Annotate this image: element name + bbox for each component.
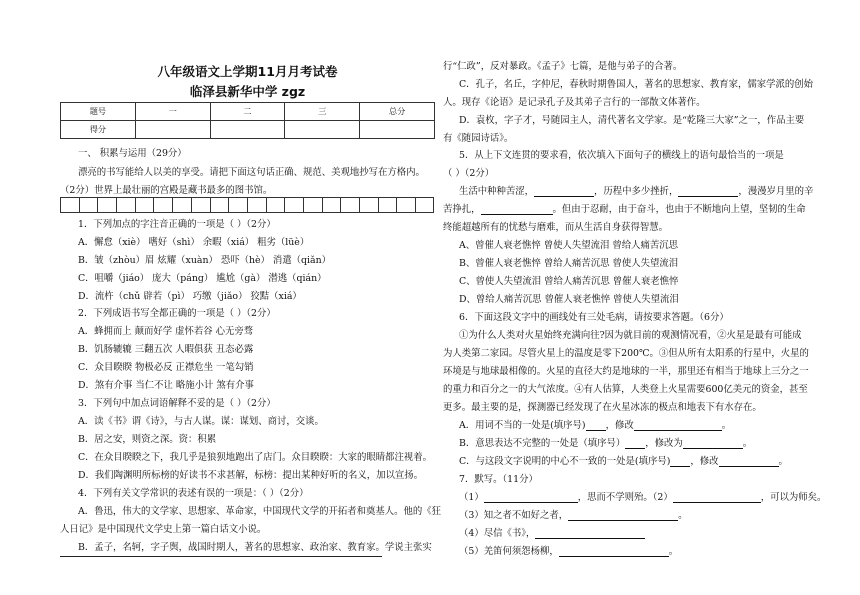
exam-title: 八年级语文上学期11月月考试卷	[157, 64, 338, 79]
section-heading: 一、 积累与运用（29分）	[78, 148, 187, 159]
answer-line: B．意思表达不完整的一处是（填序号） ，修改为 。	[459, 438, 753, 449]
score-cell[interactable]	[360, 121, 435, 139]
answer-line: A．用词不当的一处是(填序号) ，修改 。	[459, 420, 732, 431]
score-header-cell: 题号	[61, 103, 136, 121]
text-line: 人。现存《论语》是记录孔子及其弟子言行的一部散文体著作。	[443, 97, 706, 108]
answer-blank[interactable]	[625, 438, 645, 449]
passage-line: ①为什么人类对火星始终充满向往?因为就目前的观测情况看，②火星是最有可能成	[459, 330, 802, 341]
question-1: 1．下列加点的字注音正确的一项是（ ）（2分）	[78, 219, 276, 230]
option-line: B．皱（zhòu）眉 炫耀（xuàn） 恐吓（hè） 消遣（qiǎn）	[78, 255, 332, 266]
passage-line: 为人类第二家园。尽管火星上的温度是零下200℃。③但从所有太阳系的行星中，火星的	[443, 348, 809, 359]
option-line: D、曾给人痛苦沉思 曾催人衰老憔悴 曾使人失望流泪	[459, 294, 679, 305]
answer-blank[interactable]	[670, 456, 690, 467]
fill-line: 苦挣扎， 。但由于忍耐，由于奋斗，也由于不断地向上望，坚韧的生命	[443, 204, 806, 215]
option-line: A．懈怠（xiè） 嗜好（shì） 余暇（xiá） 粗劣（lüè）	[78, 237, 310, 248]
option-line: C．在众目睽睽之下，我几乎是狼狈地跑出了店门。众目睽睽：大家的眼睛都注视着。	[78, 452, 433, 463]
option-line: A．鲁迅，伟大的文学家、思想家、革命家，中国现代文学的开拓者和奠基人。他的《狂	[78, 506, 442, 517]
option-line: D．煞有介事 当仁不让 略施小计 煞有介事	[78, 380, 254, 391]
fill-line: 生活中种种苦涩， ，历程中多少挫折， ，漫漫岁月里的辛	[459, 186, 814, 197]
option-line: B、曾催人衰老憔悴 曾给人痛苦沉思 曾使人失望流泪	[459, 258, 679, 269]
option-line: A．蜂拥而上 颠而好学 虚怀若谷 心无旁骛	[78, 326, 254, 337]
answer-blank[interactable]	[673, 492, 761, 503]
school-name: 临泽县新华中学 zgz	[189, 84, 306, 99]
option-line: B．孟子，名轲，字子舆，战国时期人，著名的思想家、政治家、教育家。学说主张实	[78, 542, 432, 553]
answer-blank[interactable]	[484, 492, 578, 503]
writing-grid[interactable]	[60, 197, 434, 213]
score-header-cell: 二	[210, 103, 285, 121]
question-6: 6．下面这段文字中的画线处有三处毛病，请按要求答题。（6分）	[459, 312, 729, 323]
question-3: 3．下列句中加点词语解释不妥的是（ ）（2分）	[78, 398, 276, 409]
text-line: （ ）（2分）	[443, 168, 495, 179]
score-cell[interactable]	[135, 121, 210, 139]
answer-blank[interactable]	[559, 546, 669, 557]
score-table	[60, 102, 435, 139]
text-line: 终能超越所有的忧愁与磨难，而从生活自身获得智慧。	[443, 222, 669, 233]
text-line: （2分）世界上最壮丽的宫殿是藏书最多的图书馆。	[60, 185, 273, 196]
option-line: D．流杵（chǔ 辟若（pì） 巧缴（jiǎo） 狡黠（xiá）	[78, 291, 302, 302]
option-line: D．我们陶渊明所标榜的好读书不求甚解，标榜：提出某种好听的名义，加以宣扬。	[78, 470, 424, 481]
option-line: B．饥肠辘辘 三翻五次 人暇俱获 丑态必露	[78, 344, 254, 355]
option-line: D．袁枚，字子才，号随园主人，清代著名文学家。是“乾隆三大家”之一，作品主要	[459, 115, 805, 126]
option-line: C．众目睽睽 物极必反 正襟危坐 一笔勾销	[78, 362, 254, 373]
option-line: C．咀嚼（jiáo） 庞大（páng） 尴尬（gà） 潜逃（qián）	[78, 273, 327, 284]
passage-line: 更多。最主要的是，探测器已经发现了在火星冰冻的极点和地表下有水存在。	[443, 402, 762, 413]
option-line: A．读《书》谓《诗》，与古人谋。谋：谋划、商讨，交谈。	[78, 416, 324, 427]
question-4: 4．下列有关文学常识的表述有误的一项是：（ ）（2分）	[78, 488, 309, 499]
option-line: A、曾催人衰老憔悴 曾使人失望流泪 曾给人痛苦沉思	[459, 240, 678, 251]
option-line: B．居之安，则资之深。资：积累	[78, 434, 217, 445]
footer-rule	[60, 556, 382, 557]
score-label-cell: 得分	[61, 121, 136, 139]
score-cell[interactable]	[210, 121, 285, 139]
answer-blank[interactable]	[535, 528, 645, 539]
answer-line: （5）羌笛何须怨杨柳， 。	[459, 546, 679, 557]
score-header-cell: 一	[135, 103, 210, 121]
passage-line: 环境是与地球最相像的。火星的直径大约是地球的一半，那里还有相当于地球上三分之一	[443, 366, 809, 377]
text-line: 有《随园诗话》。	[443, 133, 514, 144]
answer-line: C．与这段文字说明的中心不一致的一处是(填序号) ，修改 。	[459, 456, 788, 467]
option-line: 人日记》是中国现代文学史上第一篇白话文小说。	[60, 524, 267, 535]
answer-line: （1） ，思而不学则殆。（2） ，可以为师矣。	[459, 492, 827, 503]
answer-blank[interactable]	[719, 456, 779, 467]
answer-blank[interactable]	[568, 510, 678, 521]
answer-line: （3）知之者不如好之者， 。	[459, 510, 688, 521]
option-line: C．孔子，名丘，字仲尼，春秋时期鲁国人，著名的思想家、教育家，儒家学派的创始	[459, 79, 814, 90]
answer-blank[interactable]	[481, 204, 553, 215]
question-5: 5．从上下文连贯的要求看，依次填入下面句子的横线上的语句最恰当的一项是	[459, 150, 784, 161]
answer-blank[interactable]	[634, 420, 722, 431]
question-2: 2．下列成语书写全都正确的一项是（ ）（2分）	[78, 308, 276, 319]
answer-blank[interactable]	[678, 186, 738, 197]
score-header-cell: 三	[285, 103, 360, 121]
score-header-cell: 总分	[360, 103, 435, 121]
answer-blank[interactable]	[683, 438, 743, 449]
score-cell[interactable]	[285, 121, 360, 139]
passage-line: 的重力和百分之一的大气浓度。④有人估算，人类登上火星需要600亿美元的资金，甚至	[443, 384, 808, 395]
answer-blank[interactable]	[586, 420, 606, 431]
question-7: 7．默写。（11分）	[459, 474, 538, 485]
option-line: C、曾使人失望流泪 曾给人痛苦沉思 曾催人衰老憔悴	[459, 276, 679, 287]
answer-line: （4）尽信《书》，	[459, 525, 645, 539]
answer-blank[interactable]	[534, 186, 594, 197]
text-line: 漂亮的书写能给人以美的享受。请把下面这句话正确、规范、美观地抄写在方格内。	[78, 167, 425, 178]
text-line: 行“仁政”，反对暴政。《孟子》七篇，是他与弟子的合著。	[443, 61, 683, 72]
